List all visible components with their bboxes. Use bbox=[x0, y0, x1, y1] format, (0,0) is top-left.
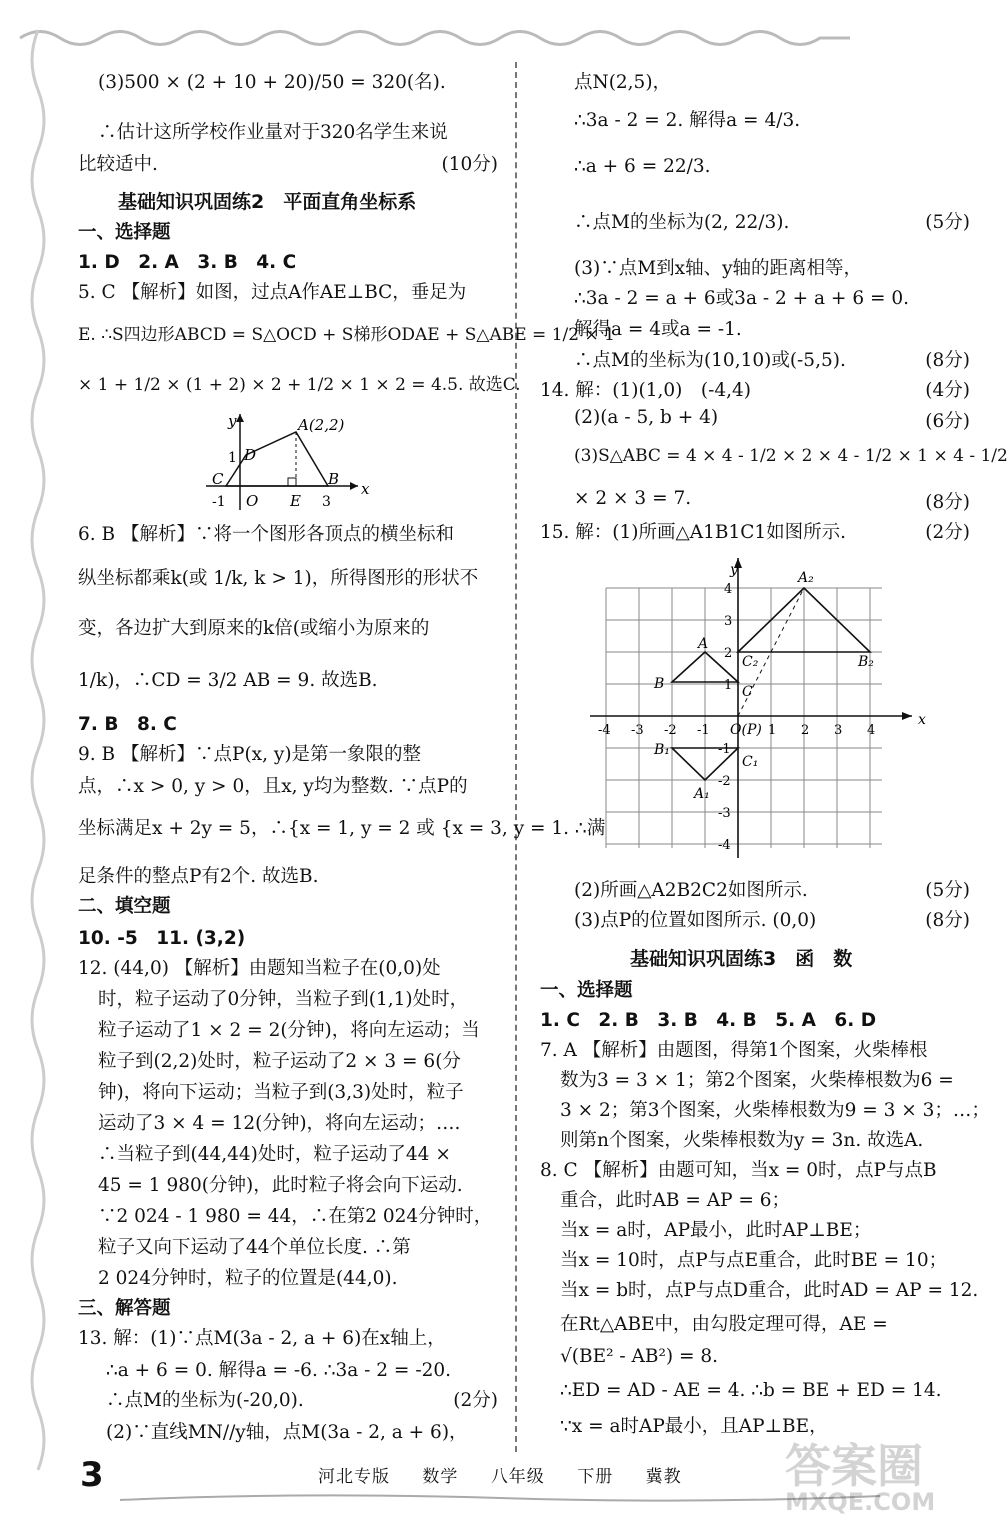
tick-1: 1 bbox=[228, 450, 237, 466]
label-e: E bbox=[290, 492, 301, 510]
r-line-2: ∴3a - 2 = 2. 解得a = 4/3. bbox=[574, 110, 801, 131]
answer-5-b: E. ∴S四边形ABCD = S△OCD + S梯形ODAE + S△ABE = 1/2 × 1 bbox=[78, 325, 615, 345]
answer-12-d: 粒子到(2,2)处时，粒子运动了2 × 3 = 6(分 bbox=[98, 1051, 461, 1072]
answer-12-k: 2 024分钟时，粒子的位置是(44,0). bbox=[98, 1268, 398, 1289]
score: (4分) bbox=[925, 380, 970, 401]
quad-abcd bbox=[226, 432, 328, 486]
heading-choice: 一、选择题 bbox=[78, 222, 171, 243]
answer-b7-d: 则第n个图案，火柴棒根数为y = 3n. 故选A. bbox=[560, 1130, 924, 1151]
answer-13-d: (2)∵直线MN//y轴，点M(3a - 2, a + 6)， bbox=[106, 1422, 468, 1443]
ytick: 1 bbox=[724, 678, 733, 693]
xtick: -4 bbox=[598, 723, 611, 738]
watermark-title: 答案圈 bbox=[785, 1439, 923, 1493]
xtick: 3 bbox=[834, 723, 843, 738]
score: (10分) bbox=[441, 154, 498, 175]
label-b: B bbox=[654, 676, 665, 692]
section-title-3: 基础知识巩固练3 函 数 bbox=[630, 948, 853, 970]
xtick: -1 bbox=[697, 723, 710, 738]
xtick: -2 bbox=[664, 723, 677, 738]
answer-12-j: 粒子又向下运动了44个单位长度. ∴第 bbox=[98, 1237, 411, 1258]
decorative-wave-top bbox=[20, 20, 850, 50]
label-c2: C₂ bbox=[742, 654, 759, 670]
edition: 河北专版 bbox=[318, 1467, 390, 1487]
text: ∴点M的坐标为(-20,0). bbox=[106, 1390, 304, 1411]
r-line-3: ∴a + 6 = 22/3. bbox=[574, 156, 711, 177]
ytick: 3 bbox=[724, 614, 733, 629]
answer-15-c bbox=[574, 906, 970, 932]
answers-b1-6: 1. C 2. B 3. B 4. B 5. A 6. D bbox=[540, 1010, 877, 1031]
label-b1: B₁ bbox=[654, 742, 670, 758]
answer-b8: 8. C 【解析】由题可知，当x = 0时，点P与点B bbox=[540, 1160, 937, 1181]
answer-6-c: 变，各边扩大到原来的k倍(或缩小为原来的 bbox=[78, 618, 430, 639]
section-title-2: 基础知识巩固练2 平面直角坐标系 bbox=[118, 191, 417, 213]
score: (5分) bbox=[925, 212, 970, 233]
heading-solve: 三、解答题 bbox=[78, 1298, 171, 1319]
text: × 2 × 3 = 7. bbox=[574, 488, 692, 509]
label-c1: C₁ bbox=[742, 754, 759, 770]
answer-14-c: (3)S△ABC = 4 × 4 - 1/2 × 2 × 4 - 1/2 × 1 × 4 - 1/2 bbox=[574, 446, 1008, 466]
text: ∴点M的坐标为(2, 22/3). bbox=[574, 212, 790, 233]
xtick: 2 bbox=[801, 723, 810, 738]
r-line-8 bbox=[574, 346, 970, 372]
score: (8分) bbox=[925, 910, 970, 931]
subject: 数学 bbox=[422, 1467, 459, 1487]
ytick: -1 bbox=[718, 742, 731, 757]
publisher: 冀教 bbox=[645, 1467, 682, 1487]
score: (8分) bbox=[925, 492, 970, 513]
xtick: 4 bbox=[867, 723, 876, 738]
answer-12-f: 运动了3 × 4 = 12(分钟)，将向左运动；…. bbox=[98, 1113, 461, 1134]
label-b2: B₂ bbox=[858, 654, 874, 670]
label-d: D bbox=[244, 446, 257, 464]
watermark bbox=[785, 1430, 975, 1520]
answer-b8-e: 当x = b时，点P与点D重合，此时AD = AP = 12. bbox=[560, 1280, 979, 1301]
answers-1-4: 1. D 2. A 3. B 4. C bbox=[78, 252, 297, 273]
answer-b8-c: 当x = a时，AP最小，此时AP⊥BE； bbox=[560, 1220, 872, 1241]
text: 15. 解：(1)所画△A1B1C1如图所示. bbox=[540, 522, 847, 543]
answer-12-b: 时，粒子运动了0分钟，当粒子到(1,1)处时， bbox=[98, 989, 469, 1010]
label-o: O bbox=[246, 492, 259, 510]
r-line-7: 解得a = 4或a = -1. bbox=[574, 319, 742, 340]
answer-14-d bbox=[574, 488, 970, 513]
footer-info bbox=[318, 1462, 708, 1487]
label-y: y bbox=[228, 412, 237, 430]
answer-b8-f: 在Rt△ABE中，由勾股定理可得，AE = bbox=[560, 1314, 888, 1335]
heading-fill: 二、填空题 bbox=[78, 896, 171, 917]
line-estimate: ∴估计这所学校作业量对于320名学生来说 bbox=[98, 122, 448, 143]
right-angle-mark bbox=[288, 478, 296, 486]
answer-12-h: 45 = 1 980(分钟)，此时粒子将会向下运动. bbox=[98, 1175, 463, 1196]
label-y: y bbox=[730, 562, 738, 578]
decorative-wave-left bbox=[18, 30, 58, 1490]
answer-b8-d: 当x = 10时，点P与点E重合，此时BE = 10； bbox=[560, 1250, 948, 1271]
answer-9-b: 点，∴x > 0, y > 0，且x, y均为整数. ∵点P的 bbox=[78, 776, 468, 797]
page-number: 3 bbox=[80, 1455, 104, 1495]
text: (2)所画△A2B2C2如图所示. bbox=[574, 880, 808, 901]
label-a2: A₂ bbox=[798, 570, 814, 586]
answer-5-c: × 1 + 1/2 × (1 + 2) × 2 + 1/2 × 1 × 2 = 4.5. 故选C. bbox=[78, 375, 521, 395]
answer-12-c: 粒子运动了1 × 2 = 2(分钟)，将向左运动；当 bbox=[98, 1020, 480, 1041]
text: ∴点M的坐标为(10,10)或(-5,5). bbox=[574, 350, 846, 371]
label-b: B bbox=[328, 470, 340, 488]
answer-9-c: 坐标满足x + 2y = 5，∴{x = 1, y = 2 或 {x = 3, y = 1. ∴满 bbox=[78, 818, 606, 839]
ytick: -4 bbox=[718, 838, 731, 853]
volume: 下册 bbox=[577, 1467, 614, 1487]
answer-6: 6. B 【解析】∵将一个图形各顶点的横坐标和 bbox=[78, 524, 455, 545]
label-x: x bbox=[918, 712, 926, 728]
score: (2分) bbox=[925, 522, 970, 543]
grade: 八年级 bbox=[490, 1467, 545, 1487]
answer-b7-b: 数为3 = 3 × 1；第2个图案，火柴棒根数为6 = bbox=[560, 1070, 954, 1091]
x-arrow bbox=[350, 482, 358, 490]
ytick: 2 bbox=[724, 646, 733, 661]
answers-10-11: 10. -5 11. (3,2) bbox=[78, 928, 246, 949]
grid-lines bbox=[606, 588, 882, 848]
watermark-url: MXQE.COM bbox=[785, 1488, 936, 1516]
label-c: C bbox=[212, 470, 224, 488]
line-q3: (3)500 × (2 + 10 + 20)/50 = 320(名). bbox=[98, 72, 446, 93]
figure-grid-triangles bbox=[590, 548, 970, 864]
xtick: -3 bbox=[631, 723, 644, 738]
answer-12-g: ∴当粒子到(44,44)处时，粒子运动了44 × bbox=[98, 1144, 451, 1165]
label-a: A(2,2) bbox=[298, 416, 345, 434]
label-origin-p: O(P) bbox=[730, 722, 762, 738]
answer-b8-h: ∴ED = AD - AE = 4. ∴b = BE + ED = 14. bbox=[560, 1380, 942, 1401]
label-x: x bbox=[361, 480, 370, 498]
label-a: A bbox=[698, 636, 709, 652]
score: (2分) bbox=[453, 1390, 498, 1411]
tick-3: 3 bbox=[322, 494, 331, 510]
answer-b8-i: ∵x = a时AP最小，且AP⊥BE， bbox=[560, 1416, 828, 1437]
column-divider bbox=[515, 62, 517, 1452]
answer-13-b: ∴a + 6 = 0. 解得a = -6. ∴3a - 2 = -20. bbox=[106, 1360, 451, 1381]
answer-12-i: ∵2 024 - 1 980 = 44，∴在第2 024分钟时， bbox=[98, 1206, 493, 1227]
text: (2)(a - 5, b + 4) bbox=[574, 407, 719, 428]
heading-choice-3: 一、选择题 bbox=[540, 980, 633, 1001]
r-line-1: 点N(2,5)， bbox=[574, 72, 672, 93]
label-a1: A₁ bbox=[694, 786, 710, 802]
text: 比较适中. bbox=[78, 154, 158, 175]
answer-b8-b: 重合，此时AB = AP = 6； bbox=[560, 1190, 791, 1211]
score: (6分) bbox=[925, 411, 970, 432]
answer-b7: 7. A 【解析】由题图，得第1个图案，火柴棒根 bbox=[540, 1040, 928, 1061]
line-estimate-2 bbox=[78, 150, 498, 176]
y-arrow bbox=[236, 414, 244, 422]
x-arrow bbox=[902, 712, 912, 720]
answer-9-d: 足条件的整点P有2个. 故选B. bbox=[78, 866, 319, 887]
answer-14 bbox=[540, 376, 970, 402]
text: (3)点P的位置如图所示. (0,0) bbox=[574, 910, 817, 931]
score: (5分) bbox=[925, 880, 970, 901]
text: 14. 解：(1)(1,0) (-4,4) bbox=[540, 380, 751, 401]
answer-b8-g: √(BE² - AB²) = 8. bbox=[560, 1346, 719, 1367]
label-c: C bbox=[742, 684, 753, 700]
answer-12-e: 钟)，将向下运动；当粒子到(3,3)处时，粒子 bbox=[98, 1082, 464, 1103]
answer-12: 12. (44,0) 【解析】由题知当粒子在(0,0)处 bbox=[78, 958, 441, 979]
answer-6-b: 纵坐标都乘k(或 1/k, k > 1)，所得图形的形状不 bbox=[78, 568, 479, 589]
r-line-5: (3)∵点M到x轴、y轴的距离相等， bbox=[574, 258, 863, 279]
ytick: 4 bbox=[724, 582, 733, 597]
answer-15-b bbox=[574, 876, 970, 902]
ytick: -2 bbox=[718, 774, 731, 789]
tick-minus-1: -1 bbox=[212, 494, 226, 510]
figure-coordinate-quadrilateral bbox=[198, 410, 368, 512]
answer-6-d: 1/k)，∴CD = 3/2 AB = 9. 故选B. bbox=[78, 670, 378, 691]
xtick: 1 bbox=[768, 723, 777, 738]
r-line-4 bbox=[574, 208, 970, 234]
r-line-6: ∴3a - 2 = a + 6或3a - 2 + a + 6 = 0. bbox=[574, 288, 909, 309]
answer-13: 13. 解：(1)∵点M(3a - 2, a + 6)在x轴上， bbox=[78, 1328, 446, 1349]
answer-14-b bbox=[574, 407, 970, 432]
answer-13-c bbox=[106, 1386, 498, 1412]
answer-15 bbox=[540, 518, 970, 544]
y-ticks bbox=[718, 582, 732, 853]
answers-7-8: 7. B 8. C bbox=[78, 714, 177, 735]
answer-9: 9. B 【解析】∵点P(x, y)是第一象限的整 bbox=[78, 744, 422, 765]
score: (8分) bbox=[925, 350, 970, 371]
ytick: -3 bbox=[718, 806, 731, 821]
answer-5: 5. C 【解析】如图，过点A作AE⊥BC，垂足为 bbox=[78, 282, 467, 303]
answer-b7-c: 3 × 2；第3个图案，火柴棒根数为9 = 3 × 3；…； bbox=[560, 1100, 990, 1121]
